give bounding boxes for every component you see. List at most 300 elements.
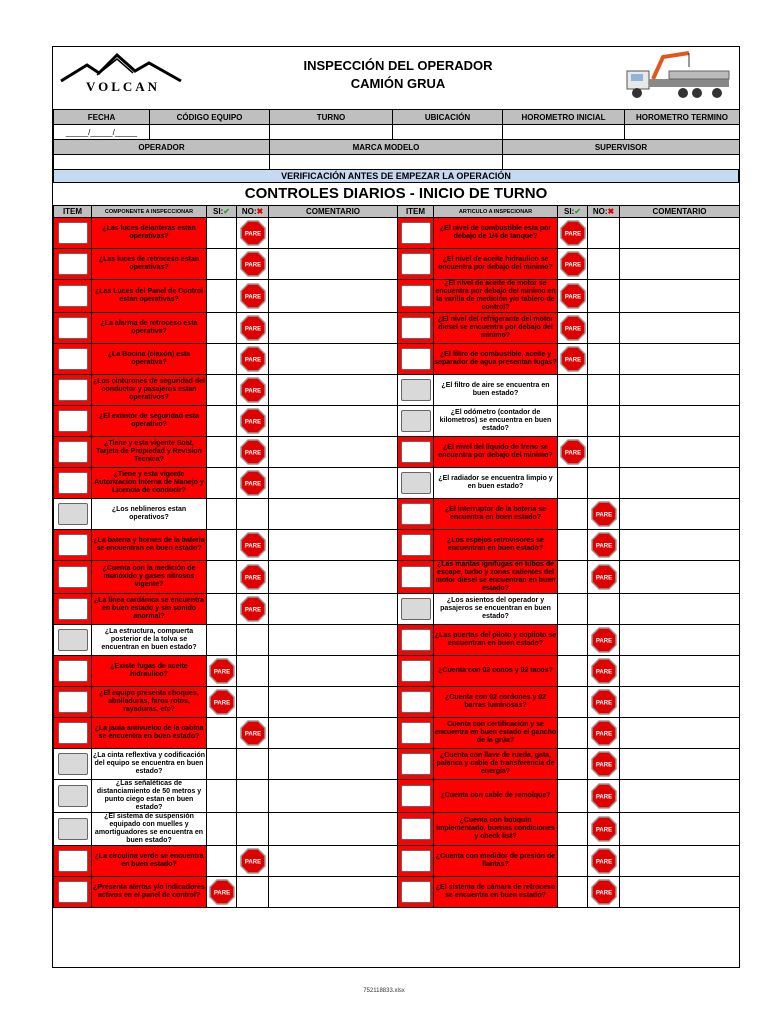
tire-gauge-icon [401,850,431,872]
stop-sign-icon [560,251,586,277]
first-aid-icon [401,818,431,840]
meta-header-row-2 [54,140,740,155]
left-si-checkbox[interactable] [207,280,237,313]
stop-sign-icon [209,689,235,715]
left-si-checkbox[interactable] [207,813,237,846]
left-no-checkbox[interactable] [237,561,269,594]
checklist-row [54,656,740,687]
right-comment-field[interactable] [620,780,740,813]
left-comment-field[interactable] [269,718,398,749]
left-item-icon-cell [54,313,92,344]
left-no-checkbox[interactable] [237,656,269,687]
operador-field[interactable] [54,155,270,170]
stop-sign-icon [591,783,617,809]
left-si-checkbox[interactable] [207,313,237,344]
left-si-checkbox[interactable] [207,877,237,908]
left-item-icon-cell [54,249,92,280]
left-question: ¿La cinta reflextiva y codificación del equipo se encuentra en buen estado? [92,749,207,780]
stop-sign-icon [591,879,617,905]
left-si-checkbox[interactable] [207,499,237,530]
stop-sign-icon [591,627,617,653]
left-no-checkbox[interactable] [237,406,269,437]
left-no-checkbox[interactable] [237,344,269,375]
stop-sign-label: PARE [595,859,612,866]
right-si-checkbox[interactable] [558,656,588,687]
right-question: ¿El interruptor de la bateria se encuentra en buen estado? [434,499,558,530]
left-comment-field[interactable] [269,561,398,594]
cross-icon: ✖ [256,207,264,216]
right-question: ¿El nivel del refrigerante del motor diesel se encuentra por debajo del minimo? [434,313,558,344]
left-question: ¿Las Luces del Panel de Control estan operativas? [92,280,207,313]
left-no-checkbox[interactable] [237,625,269,656]
left-no-checkbox[interactable] [237,687,269,718]
left-question: ¿La jaula antivuelco de la cabina se encuentra en buen estado? [92,718,207,749]
right-comment-field[interactable] [620,344,740,375]
left-no-checkbox[interactable] [237,375,269,406]
right-no-checkbox[interactable] [588,313,620,344]
left-item-icon-cell [54,280,92,313]
right-item-icon-cell [398,530,434,561]
right-comment-field[interactable] [620,313,740,344]
right-no-checkbox[interactable] [588,249,620,280]
left-si-checkbox[interactable] [207,749,237,780]
checklist-row [54,499,740,530]
left-si-checkbox[interactable] [207,561,237,594]
stop-sign-icon [240,377,266,403]
right-comment-field[interactable] [620,218,740,249]
right-si-checkbox[interactable] [558,375,588,406]
stop-sign-icon [560,346,586,372]
right-question: ¿Cuenta con cable de remolque? [434,780,558,813]
left-no-checkbox[interactable] [237,813,269,846]
left-comment-field[interactable] [269,313,398,344]
marca-modelo-field[interactable] [270,155,503,170]
section-title: CONTROLES DIARIOS - INICIO DE TURNO [244,185,548,202]
stop-sign-label: PARE [595,890,612,897]
light-bar-icon [401,691,431,713]
left-si-checkbox[interactable] [207,218,237,249]
right-item-icon-cell [398,780,434,813]
right-item-icon-cell [398,468,434,499]
codigo-equipo-field[interactable] [150,125,270,140]
right-no-checkbox[interactable] [588,780,620,813]
oil-leak-icon [58,660,88,682]
title-line-2: CAMIÓN GRUA [350,76,446,91]
right-si-checkbox[interactable] [558,437,588,468]
crane-hook-icon [401,722,431,744]
stop-sign-label: PARE [244,731,261,738]
stop-sign-label: PARE [595,638,612,645]
check-icon: ✔ [574,207,581,216]
right-question: ¿Los asientos del operador y pasajeros se encuentran en buen estado? [434,594,558,625]
left-comment-field[interactable] [269,530,398,561]
reflective-tape-icon [58,753,88,775]
rear-camera-icon [401,881,431,903]
left-question: ¿La alarma de retroceso esta operativa? [92,313,207,344]
left-question: ¿La estructura, compuerta posterior de la tolva se encuentran en buen estado? [92,625,207,656]
right-si-checkbox[interactable] [558,530,588,561]
right-question: ¿El nivel del liquido de freno se encuentra por debajo del minimo? [434,437,558,468]
checklist-row [54,749,740,780]
verification-banner: VERIFICACIÓN ANTES DE EMPEZAR LA OPERACIÓN [53,169,739,183]
right-comment-field[interactable] [620,656,740,687]
right-comment-field[interactable] [620,437,740,468]
no-header-right [588,206,620,218]
right-question: ¿El radiador se encuentra limpio y en buen estado? [434,468,558,499]
right-si-checkbox[interactable] [558,687,588,718]
left-question: ¿Los cinturones de seguridad del conductor y pasajeros estan operativos? [92,375,207,406]
right-no-checkbox[interactable] [588,656,620,687]
right-item-icon-cell [398,375,434,406]
left-comment-field[interactable] [269,877,398,908]
driveshaft-icon [58,598,88,620]
right-comment-field[interactable] [620,375,740,406]
stop-sign-label: PARE [595,669,612,676]
checklist-row [54,406,740,437]
checklist-table [53,205,740,908]
left-comment-field[interactable] [269,249,398,280]
right-si-checkbox[interactable] [558,780,588,813]
fecha-field[interactable]: _____/_____/_____ [54,125,150,140]
right-item-icon-cell [398,846,434,877]
right-question: ¿Las mantas ignifugas en tubos de escape, turbo y zonas calientes del motor diesel se encuentran en buen estado? [434,561,558,594]
stop-sign-label: PARE [244,357,261,364]
turno-field[interactable] [270,125,393,140]
left-si-checkbox[interactable] [207,530,237,561]
fuel-icon [401,222,431,244]
right-item-icon-cell [398,344,434,375]
codigo-equipo-label: CÓDIGO EQUIPO [150,110,270,125]
stop-sign-icon [560,220,586,246]
left-si-checkbox[interactable] [207,846,237,877]
stop-sign-label: PARE [564,357,581,364]
right-no-checkbox[interactable] [588,594,620,625]
right-no-checkbox[interactable] [588,468,620,499]
stop-sign-label: PARE [213,700,230,707]
left-question: ¿La circulina verde se encuentra en buen estado? [92,846,207,877]
left-si-checkbox[interactable] [207,375,237,406]
right-no-checkbox[interactable] [588,561,620,594]
right-question: ¿El odómetro (contador de kilometros) se encuentra en buen estado? [434,406,558,437]
left-no-checkbox[interactable] [237,530,269,561]
stop-sign-icon [591,658,617,684]
right-si-checkbox[interactable] [558,625,588,656]
left-item-icon-cell [54,344,92,375]
left-question: ¿Los neblineros estan operativos? [92,499,207,530]
left-comment-field[interactable] [269,344,398,375]
stop-sign-icon [240,596,266,622]
right-no-checkbox[interactable] [588,718,620,749]
brand-name: VOLCAN [85,79,161,94]
stop-sign-label: PARE [564,231,581,238]
left-item-icon-cell [54,561,92,594]
stop-sign-icon [240,564,266,590]
checklist-row [54,780,740,813]
right-question: ¿El nivel de aceite de motor se encuentra por debajo del minimo en la varilla de medición y/o tablero de control? [435,280,556,311]
stop-sign-label: PARE [244,575,261,582]
right-si-checkbox[interactable] [558,468,588,499]
left-no-checkbox[interactable] [237,780,269,813]
left-question: ¿Tiene y esta vigente Autorizacion Interna de Manejo y Licencia de conducir? [92,468,207,499]
left-comment-field[interactable] [269,280,398,313]
right-si-checkbox[interactable] [558,594,588,625]
right-si-checkbox[interactable] [558,813,588,846]
checklist-row [54,687,740,718]
si-header-right [558,206,588,218]
stop-sign-label: PARE [244,262,261,269]
right-no-checkbox[interactable] [588,877,620,908]
left-question: ¿Las luces de retroceso estan operativas? [92,249,207,280]
right-item-icon-cell [398,813,434,846]
stop-sign-icon [591,501,617,527]
right-comment-field[interactable] [620,625,740,656]
left-si-checkbox[interactable] [207,625,237,656]
meta-header-row [54,110,740,125]
left-comment-field[interactable] [269,468,398,499]
checklist-row [54,280,740,313]
right-no-checkbox[interactable] [588,437,620,468]
left-si-checkbox[interactable] [207,468,237,499]
page-title [253,57,543,93]
comment-header-right: COMENTARIO [620,206,740,218]
left-question: ¿El sistema de suspensión equipado con muelles y amortiguadores se encuentra en buen estado? [92,813,207,846]
left-item-icon-cell [54,687,92,718]
left-si-checkbox[interactable] [207,656,237,687]
left-comment-field[interactable] [269,406,398,437]
right-item-icon-cell [398,437,434,468]
left-item-icon-cell [54,656,92,687]
jack-icon [401,753,431,775]
beacon-icon [58,850,88,872]
left-question: ¿El equipo presenta choques, abolladuras, faros rotos, rayaduras, etc? [92,687,207,718]
left-item-icon-cell [54,846,92,877]
right-comment-field[interactable] [620,594,740,625]
stop-sign-label: PARE [564,262,581,269]
stop-sign-label: PARE [213,890,230,897]
header [53,47,739,109]
stop-sign-label: PARE [595,794,612,801]
left-si-checkbox[interactable] [207,780,237,813]
right-question: ¿Las puertas del piloto y copiloto se encuentran en buen estado? [434,625,558,656]
right-question: ¿El sistema de cámara de retroceso se encuentra en buen estado? [434,877,558,908]
stop-sign-label: PARE [244,607,261,614]
stop-sign-icon [240,346,266,372]
left-si-checkbox[interactable] [207,344,237,375]
checklist-row [54,375,740,406]
turno-label: TURNO [270,110,393,125]
stop-sign-label: PARE [244,481,261,488]
right-no-checkbox[interactable] [588,499,620,530]
stop-sign-icon [209,879,235,905]
fog-light-icon [58,503,88,525]
left-item-icon-cell [54,406,92,437]
left-comment-field[interactable] [269,437,398,468]
checklist-header-row [54,206,740,218]
horometro-inicial-field[interactable] [503,125,625,140]
right-comment-field[interactable] [620,406,740,437]
right-si-checkbox[interactable] [558,718,588,749]
left-comment-field[interactable] [269,594,398,625]
left-comment-field[interactable] [269,749,398,780]
right-comment-field[interactable] [620,499,740,530]
article-header: ARTICULO A INSPECIONAR [434,206,558,218]
stop-sign-label: PARE [564,326,581,333]
comment-header-left: COMENTARIO [269,206,398,218]
right-question: ¿El filtro de aire se encuentra en buen estado? [434,375,558,406]
right-item-icon-cell [398,749,434,780]
crane-truck-icon [623,51,733,103]
dashboard-icon [58,881,88,903]
component-header: COMPONENTE A INSPECCIONAR [92,206,207,218]
left-no-checkbox[interactable] [237,846,269,877]
right-question: ¿Cuenta con medidor de presión de llantas? [434,846,558,877]
left-no-checkbox[interactable] [237,218,269,249]
right-comment-field[interactable] [620,877,740,908]
ubicacion-field[interactable] [393,125,503,140]
right-si-checkbox[interactable] [558,344,588,375]
stop-sign-icon [209,658,235,684]
right-si-checkbox[interactable] [558,406,588,437]
stop-sign-label: PARE [595,575,612,582]
right-comment-field[interactable] [620,468,740,499]
left-comment-field[interactable] [269,687,398,718]
right-no-checkbox[interactable] [588,218,620,249]
left-no-checkbox[interactable] [237,499,269,530]
stop-sign-icon [591,751,617,777]
left-comment-field[interactable] [269,656,398,687]
right-no-checkbox[interactable] [588,375,620,406]
right-question: ¿El nivel de combustible esta por debajo de 1/4 de tanque? [434,218,558,249]
right-si-checkbox[interactable] [558,313,588,344]
checklist-row [54,718,740,749]
left-no-checkbox[interactable] [237,749,269,780]
right-comment-field[interactable] [620,687,740,718]
cones-icon [401,660,431,682]
right-no-checkbox[interactable] [588,406,620,437]
right-si-checkbox[interactable] [558,218,588,249]
panel-light-icon [58,285,88,307]
stop-sign-icon [591,720,617,746]
left-comment-field[interactable] [269,780,398,813]
no-label: NO: [592,207,608,216]
stop-sign-icon [591,816,617,842]
left-comment-field[interactable] [269,499,398,530]
suspension-icon [58,818,88,840]
left-no-checkbox[interactable] [237,718,269,749]
left-item-icon-cell [54,718,92,749]
right-no-checkbox[interactable] [588,749,620,780]
right-si-checkbox[interactable] [558,249,588,280]
right-si-checkbox[interactable] [558,749,588,780]
checklist-row [54,437,740,468]
right-no-checkbox[interactable] [588,846,620,877]
left-item-icon-cell [54,813,92,846]
left-si-checkbox[interactable] [207,594,237,625]
left-question: ¿La linea cardánica se encuentra en buen estado y sin sonido anormal? [92,594,207,625]
left-si-checkbox[interactable] [207,687,237,718]
right-comment-field[interactable] [620,749,740,780]
horometro-termino-field[interactable] [625,125,740,140]
left-comment-field[interactable] [269,375,398,406]
left-question: ¿Cuenta con la medición de monóxido y gases nitrosos vigente? [92,561,207,594]
right-si-checkbox[interactable] [558,877,588,908]
left-question: ¿Las señaléticas de distanciamiento de 50 metros y punto ciego estan en buen estado? [92,780,207,813]
right-item-icon-cell [398,718,434,749]
right-comment-field[interactable] [620,718,740,749]
left-si-checkbox[interactable] [207,406,237,437]
left-item-icon-cell [54,594,92,625]
door-icon [401,629,431,651]
left-no-checkbox[interactable] [237,877,269,908]
right-comment-field[interactable] [620,813,740,846]
left-si-checkbox[interactable] [207,437,237,468]
right-no-checkbox[interactable] [588,530,620,561]
right-si-checkbox[interactable] [558,499,588,530]
left-item-icon-cell [54,749,92,780]
right-comment-field[interactable] [620,530,740,561]
right-comment-field[interactable] [620,846,740,877]
stop-sign-icon [240,439,266,465]
right-si-checkbox[interactable] [558,846,588,877]
right-no-checkbox[interactable] [588,813,620,846]
right-item-icon-cell [398,249,434,280]
left-no-checkbox[interactable] [237,313,269,344]
tow-cable-icon [401,785,431,807]
right-comment-field[interactable] [620,280,740,313]
right-si-checkbox[interactable] [558,280,588,313]
left-no-checkbox[interactable] [237,594,269,625]
right-item-icon-cell [398,561,434,594]
left-no-checkbox[interactable] [237,437,269,468]
stop-sign-label: PARE [244,859,261,866]
left-item-icon-cell [54,499,92,530]
coolant-icon [401,317,431,339]
left-no-checkbox[interactable] [237,468,269,499]
right-comment-field[interactable] [620,249,740,280]
right-si-checkbox[interactable] [558,561,588,594]
right-no-checkbox[interactable] [588,280,620,313]
supervisor-field[interactable] [503,155,740,170]
left-comment-field[interactable] [269,625,398,656]
stop-sign-icon [560,315,586,341]
left-no-checkbox[interactable] [237,249,269,280]
checklist-row [54,846,740,877]
filter-icon [401,348,431,370]
right-no-checkbox[interactable] [588,344,620,375]
right-comment-field[interactable] [620,561,740,594]
right-no-checkbox[interactable] [588,687,620,718]
left-si-checkbox[interactable] [207,718,237,749]
left-comment-field[interactable] [269,846,398,877]
hydraulic-oil-icon [401,253,431,275]
right-no-checkbox[interactable] [588,625,620,656]
right-question: ¿Cuenta con botiquín implementado, buenas condiciones y check list? [434,813,558,846]
left-si-checkbox[interactable] [207,249,237,280]
stop-sign-label: PARE [564,294,581,301]
right-item-icon-cell [398,877,434,908]
mirror-icon [401,534,431,556]
left-comment-field[interactable] [269,218,398,249]
left-item-icon-cell [54,437,92,468]
speaker-icon [58,317,88,339]
left-comment-field[interactable] [269,813,398,846]
stop-sign-label: PARE [595,512,612,519]
check-icon: ✔ [223,207,230,216]
left-no-checkbox[interactable] [237,280,269,313]
right-item-icon-cell [398,594,434,625]
left-question: ¿Tiene y esta vigente Soat, Tarjeta de Propiedad y Revision Tecnica? [92,437,207,468]
stop-sign-label: PARE [564,450,581,457]
